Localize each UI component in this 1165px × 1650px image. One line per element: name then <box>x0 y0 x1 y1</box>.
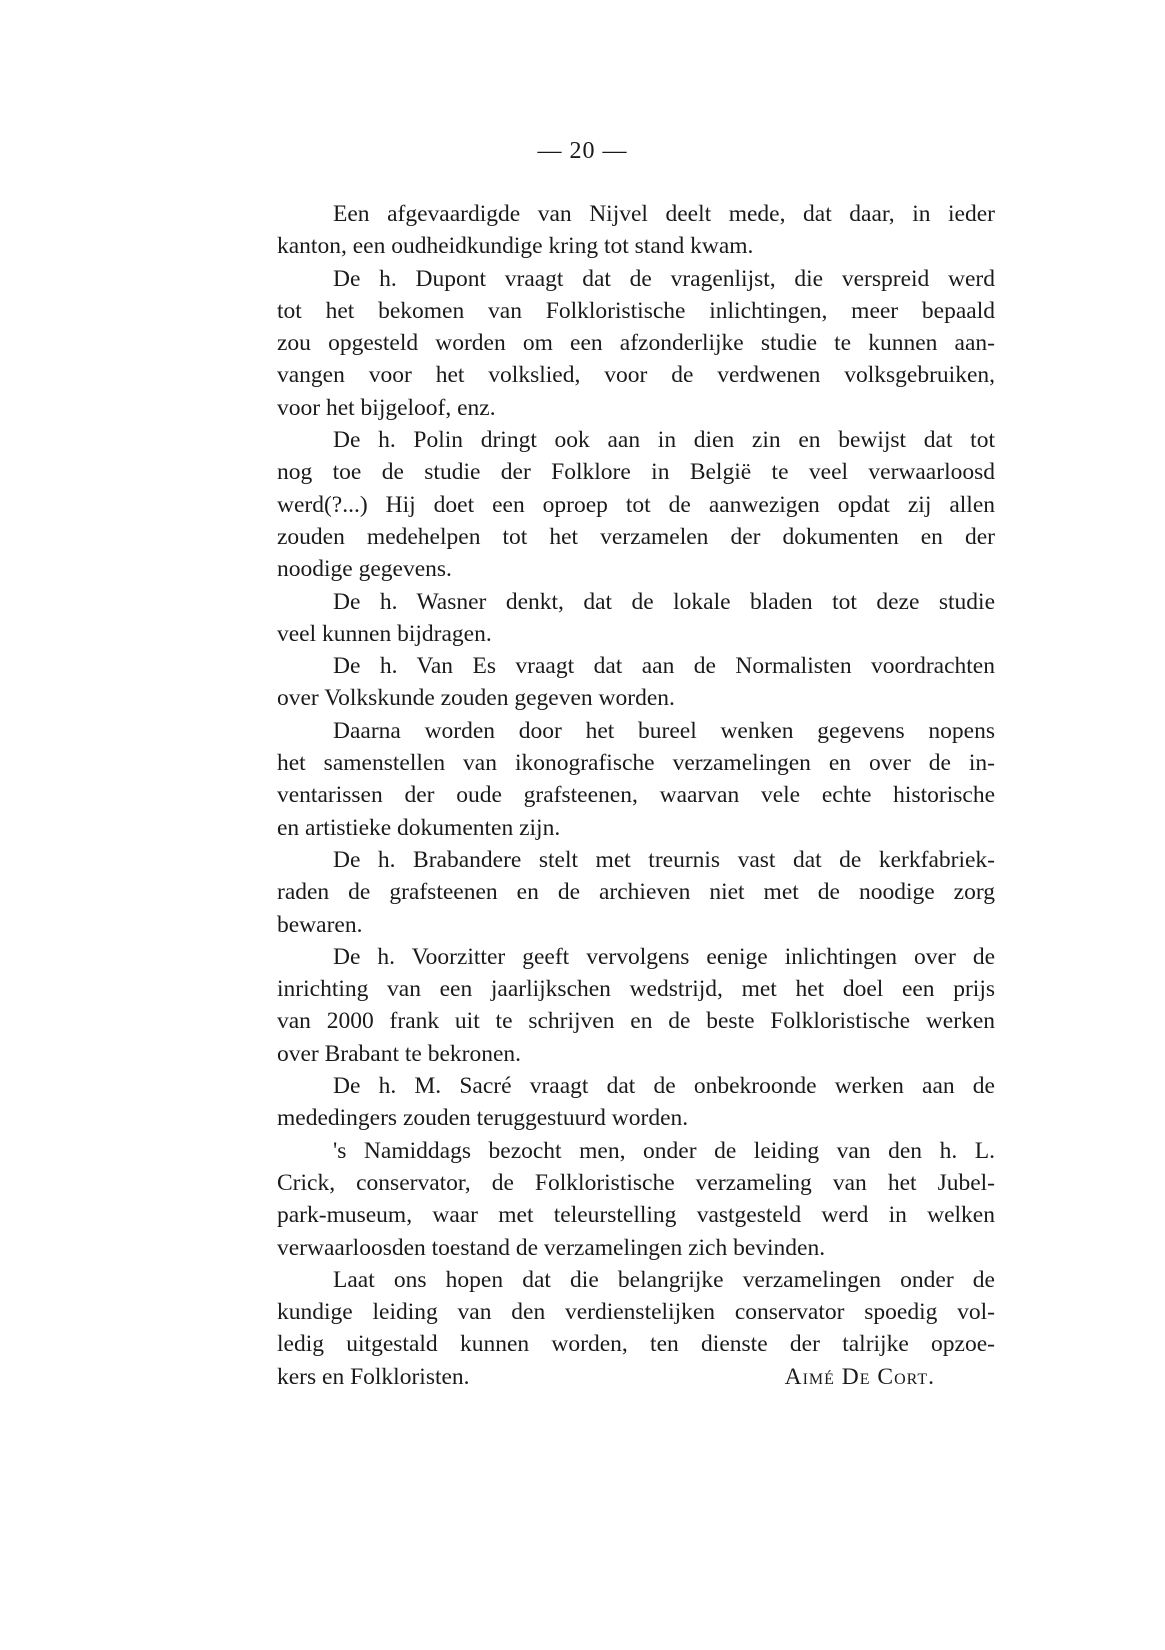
paragraph <box>277 586 995 651</box>
text-line: ventarissen der oude grafsteenen, waarvan vele echte historische <box>277 782 995 809</box>
text-line: De h. Brabandere stelt met treurnis vast dat de kerkfabriek- <box>333 846 995 873</box>
text-line: raden de grafsteenen en de archieven niet met de noodige zorg <box>277 879 995 906</box>
text-line: over Volkskunde zouden gegeven worden. <box>277 685 675 712</box>
text-line: voor het bijgeloof, enz. <box>277 394 496 421</box>
text-line: De h. Voorzitter geeft vervolgens eenige inlichtingen over de <box>333 943 995 970</box>
text-line: kundige leiding van den verdienstelijken conservator spoedig vol- <box>277 1299 995 1326</box>
author-signature: Aimé De Cort. <box>784 1363 935 1390</box>
text-line: De h. Polin dringt ook aan in dien zin en bewijst dat tot <box>333 427 995 454</box>
body-text <box>277 198 995 1393</box>
paragraph <box>277 263 995 424</box>
paragraph <box>277 424 995 585</box>
paragraph <box>277 198 995 263</box>
text-line: noodige gegevens. <box>277 556 452 583</box>
text-line: het samenstellen van ikonografische verzamelingen en over de in- <box>277 750 995 777</box>
paragraph <box>277 1070 995 1135</box>
text-line: tot het bekomen van Folkloristische inlichtingen, meer bepaald <box>277 297 995 324</box>
paragraph <box>277 1264 995 1393</box>
text-line: 's Namiddags bezocht men, onder de leiding van den h. L. <box>333 1137 995 1164</box>
text-line: verwaarloosden toestand de verzamelingen zich bevinden. <box>277 1234 826 1261</box>
text-line: bewaren. <box>277 911 363 938</box>
text-line: zouden medehelpen tot het verzamelen der dokumenten en der <box>277 523 995 550</box>
paragraph <box>277 650 995 715</box>
text-line: De h. M. Sacré vraagt dat de onbekroonde werken aan de <box>333 1073 995 1100</box>
text-line: over Brabant te bekronen. <box>277 1040 522 1067</box>
text-line: kers en Folkloristen. <box>277 1363 470 1390</box>
text-line: Crick, conservator, de Folkloristische verzameling van het Jubel- <box>277 1169 995 1196</box>
text-line: park-museum, waar met teleurstelling vastgesteld werd in welken <box>277 1202 995 1229</box>
paragraph <box>277 941 995 1070</box>
text-line: De h. Van Es vraagt dat aan de Normalisten voordrachten <box>333 653 995 680</box>
text-line: De h. Wasner denkt, dat de lokale bladen tot deze studie <box>333 588 995 615</box>
text-line: inrichting van een jaarlijkschen wedstrijd, met het doel een prijs <box>277 976 995 1003</box>
text-line: mededingers zouden teruggestuurd worden. <box>277 1105 689 1132</box>
text-line: nog toe de studie der Folklore in België te veel verwaarloosd <box>277 459 995 486</box>
text-line: ledig uitgestald kunnen worden, ten dienste der talrijke opzoe- <box>277 1331 995 1358</box>
text-line: en artistieke dokumenten zijn. <box>277 814 561 841</box>
text-line: veel kunnen bijdragen. <box>277 620 492 647</box>
paragraph <box>277 1135 995 1264</box>
text-line: Daarna worden door het bureel wenken gegevens nopens <box>333 717 995 744</box>
text-line: kanton, een oudheidkundige kring tot stand kwam. <box>277 233 754 260</box>
text-line: vangen voor het volkslied, voor de verdwenen volksgebruiken, <box>277 362 995 389</box>
text-line: Laat ons hopen dat die belangrijke verzamelingen onder de <box>333 1266 995 1293</box>
paragraph <box>277 844 995 941</box>
text-line: werd(?...) Hij doet een oproep tot de aanwezigen opdat zij allen <box>277 491 995 518</box>
text-line: zou opgesteld worden om een afzonderlijke studie te kunnen aan- <box>277 330 995 357</box>
page-number: — 20 — <box>537 138 628 164</box>
text-line: Een afgevaardigde van Nijvel deelt mede, dat daar, in ieder <box>333 201 995 227</box>
paragraph <box>277 715 995 844</box>
text-line: De h. Dupont vraagt dat de vragenlijst, die verspreid werd <box>333 265 995 292</box>
text-line: van 2000 frank uit te schrijven en de beste Folkloristische werken <box>277 1008 995 1035</box>
closing-line <box>277 1361 995 1393</box>
